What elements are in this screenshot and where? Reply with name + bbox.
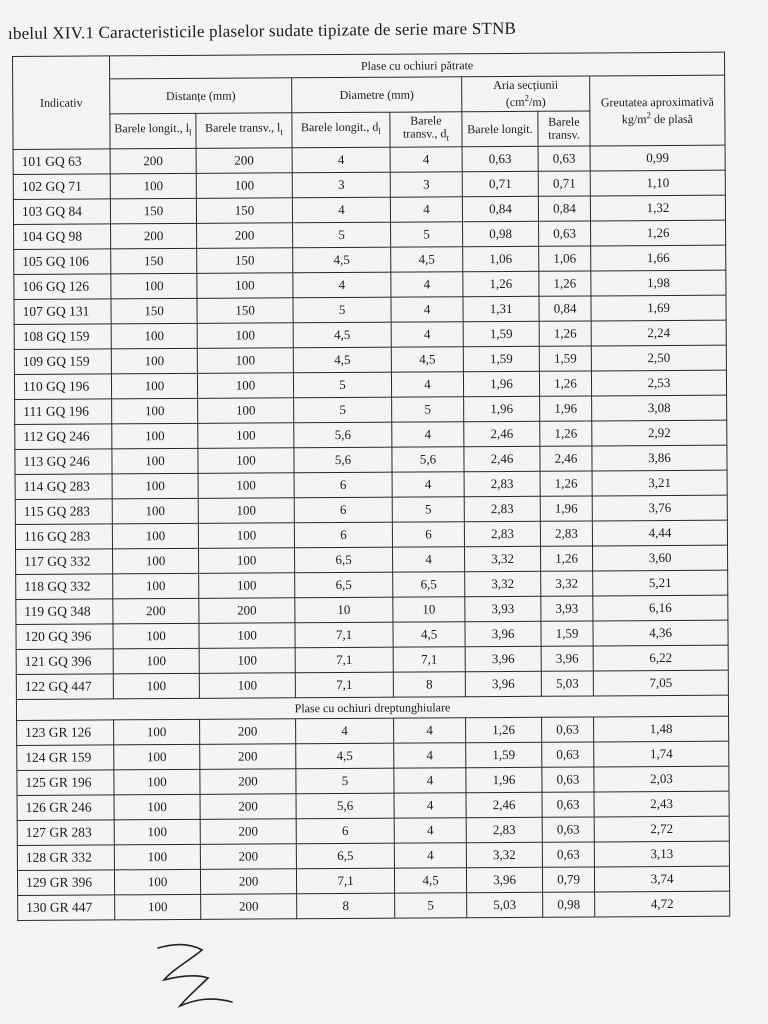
cell-dist-transv: 200 xyxy=(196,148,292,174)
cell-indicativ: 127 GR 283 xyxy=(17,820,114,846)
cell-greutatea: 1,66 xyxy=(591,245,726,271)
cell-aria-longit: 3,32 xyxy=(466,842,542,867)
cell-aria-longit: 0,84 xyxy=(462,196,538,221)
cell-diam-longit: 10 xyxy=(295,597,393,623)
cell-indicativ: 117 GQ 332 xyxy=(16,549,113,575)
cell-diam-transv: 4 xyxy=(391,272,463,297)
cell-aria-transv: 0,71 xyxy=(538,171,590,196)
cell-aria-transv: 0,63 xyxy=(542,767,594,792)
cell-greutatea: 7,05 xyxy=(593,670,728,696)
cell-aria-transv: 1,26 xyxy=(540,471,592,496)
cell-diam-transv: 4 xyxy=(392,472,464,497)
cell-indicativ: 101 GQ 63 xyxy=(13,149,110,175)
cell-diam-transv: 5,6 xyxy=(392,447,464,472)
cell-dist-transv: 200 xyxy=(200,744,296,770)
header-greutatea-unit-post: de plasă xyxy=(650,111,694,126)
cell-aria-longit: 2,83 xyxy=(464,496,540,521)
header-dist-longit-label: Barele longit., l xyxy=(114,121,190,136)
cell-diam-transv: 8 xyxy=(393,672,465,697)
cell-indicativ: 106 GQ 126 xyxy=(14,274,111,300)
cell-indicativ: 116 GQ 283 xyxy=(15,524,112,550)
cell-indicativ: 120 GQ 396 xyxy=(16,624,113,650)
header-greutatea-unit-sup: 2 xyxy=(646,109,652,120)
cell-aria-transv: 0,63 xyxy=(542,817,594,842)
cell-aria-transv: 0,63 xyxy=(538,146,590,171)
header-distante: Distanțe (mm) xyxy=(110,78,292,114)
cell-greutatea: 0,99 xyxy=(590,145,725,171)
cell-aria-longit: 1,59 xyxy=(463,321,539,346)
cell-aria-transv: 0,63 xyxy=(539,221,591,246)
cell-aria-longit: 2,83 xyxy=(466,817,542,842)
cell-diam-longit: 5 xyxy=(293,297,391,323)
cell-diam-longit: 5,6 xyxy=(294,447,392,473)
cell-indicativ: 105 GQ 106 xyxy=(14,249,111,275)
cell-diam-longit: 4 xyxy=(296,718,394,744)
cell-diam-longit: 6 xyxy=(294,472,392,498)
cell-aria-longit: 1,59 xyxy=(463,346,539,371)
cell-dist-longit: 100 xyxy=(113,623,199,649)
cell-aria-transv: 1,96 xyxy=(540,496,592,521)
cell-aria-longit: 1,96 xyxy=(463,371,539,396)
cell-dist-longit: 150 xyxy=(110,198,196,224)
cell-dist-transv: 100 xyxy=(199,548,295,574)
cell-indicativ: 103 GQ 84 xyxy=(13,199,110,225)
header-greutatea-label: Greutatea aproximativă xyxy=(600,94,714,109)
cell-aria-transv: 3,96 xyxy=(541,646,593,671)
cell-dist-longit: 100 xyxy=(112,498,198,524)
cell-greutatea: 2,43 xyxy=(594,791,729,817)
cell-diam-longit: 5,6 xyxy=(294,422,392,448)
header-diametre: Diametre (mm) xyxy=(292,77,462,113)
cell-diam-transv: 4 xyxy=(391,372,463,397)
cell-dist-longit: 100 xyxy=(111,273,197,299)
cell-aria-longit: 3,32 xyxy=(465,546,541,571)
cell-diam-longit: 7,1 xyxy=(295,622,393,648)
cell-indicativ: 119 GQ 348 xyxy=(16,599,113,625)
cell-diam-transv: 4 xyxy=(390,147,462,172)
cell-greutatea: 1,48 xyxy=(594,716,729,742)
cell-indicativ: 130 GR 447 xyxy=(18,895,115,921)
cell-diam-transv: 5 xyxy=(392,397,464,422)
cell-indicativ: 128 GR 332 xyxy=(17,845,114,871)
cell-aria-transv: 1,26 xyxy=(541,546,593,571)
cell-dist-transv: 200 xyxy=(200,819,296,845)
cell-aria-longit: 1,06 xyxy=(463,246,539,271)
cell-aria-transv: 0,98 xyxy=(543,892,595,917)
cell-indicativ: 122 GQ 447 xyxy=(16,674,113,700)
cell-indicativ: 110 GQ 196 xyxy=(14,374,111,400)
cell-aria-longit: 3,32 xyxy=(465,571,541,596)
cell-aria-longit: 0,71 xyxy=(462,171,538,196)
header-aria-longit: Barele longit. xyxy=(462,111,538,146)
cell-dist-longit: 100 xyxy=(111,323,197,349)
header-aria-transv: Barele transv. xyxy=(538,111,590,146)
cell-diam-longit: 5 xyxy=(294,397,392,423)
cell-diam-longit: 6,5 xyxy=(295,547,393,573)
cell-aria-transv: 0,84 xyxy=(539,296,591,321)
cell-indicativ: 124 GR 159 xyxy=(17,745,114,771)
cell-dist-transv: 100 xyxy=(199,623,295,649)
cell-dist-longit: 100 xyxy=(111,348,197,374)
cell-aria-transv: 0,63 xyxy=(542,792,594,817)
cell-dist-transv: 100 xyxy=(198,398,294,424)
cell-aria-transv: 3,93 xyxy=(541,596,593,621)
cell-aria-transv: 1,96 xyxy=(540,396,592,421)
cell-diam-transv: 5 xyxy=(392,497,464,522)
cell-diam-longit: 4 xyxy=(292,197,390,223)
cell-diam-transv: 4 xyxy=(394,793,466,818)
cell-diam-longit: 4 xyxy=(293,272,391,298)
cell-dist-longit: 200 xyxy=(113,598,199,624)
cell-indicativ: 113 GQ 246 xyxy=(15,449,112,475)
cell-aria-transv: 1,26 xyxy=(539,371,591,396)
cell-diam-transv: 4 xyxy=(394,768,466,793)
cell-diam-transv: 3 xyxy=(390,172,462,197)
cell-aria-transv: 5,03 xyxy=(541,671,593,696)
cell-diam-transv: 10 xyxy=(393,597,465,622)
cell-dist-transv: 200 xyxy=(197,223,293,249)
cell-indicativ: 108 GQ 159 xyxy=(14,324,111,350)
cell-aria-transv: 1,06 xyxy=(539,246,591,271)
cell-indicativ: 112 GQ 246 xyxy=(15,424,112,450)
cell-aria-longit: 3,96 xyxy=(466,867,542,892)
cell-diam-transv: 4 xyxy=(391,322,463,347)
cell-aria-longit: 1,26 xyxy=(463,271,539,296)
cell-indicativ: 126 GR 246 xyxy=(17,795,114,821)
cell-indicativ: 104 GQ 98 xyxy=(14,224,111,250)
cell-greutatea: 2,72 xyxy=(594,816,729,842)
cell-aria-longit: 3,96 xyxy=(465,646,541,671)
cell-dist-longit: 100 xyxy=(112,523,198,549)
cell-dist-transv: 100 xyxy=(198,473,294,499)
cell-dist-longit: 100 xyxy=(114,769,200,795)
cell-dist-transv: 100 xyxy=(198,498,294,524)
cell-diam-longit: 3 xyxy=(292,172,390,198)
header-diam-longit-label: Barele longit., d xyxy=(300,120,379,135)
cell-dist-transv: 100 xyxy=(197,348,293,374)
cell-dist-transv: 100 xyxy=(197,323,293,349)
cell-aria-transv: 0,84 xyxy=(538,196,590,221)
cell-greutatea: 2,50 xyxy=(591,345,726,371)
cell-indicativ: 114 GQ 283 xyxy=(15,474,112,500)
cell-dist-transv: 100 xyxy=(197,273,293,299)
table-body-square xyxy=(13,145,728,699)
header-aria-unit-pre: (cm xyxy=(505,94,525,109)
cell-dist-transv: 200 xyxy=(200,794,296,820)
cell-greutatea: 2,92 xyxy=(592,420,727,446)
header-aria-unit-post: /m) xyxy=(528,94,546,109)
cell-aria-transv: 0,79 xyxy=(542,867,594,892)
cell-aria-transv: 0,63 xyxy=(542,742,594,767)
cell-dist-transv: 100 xyxy=(197,373,293,399)
cell-dist-longit: 100 xyxy=(112,473,198,499)
cell-diam-longit: 4,5 xyxy=(293,247,391,273)
cell-indicativ: 121 GQ 396 xyxy=(16,649,113,675)
cell-dist-longit: 100 xyxy=(114,794,200,820)
cell-dist-longit: 100 xyxy=(114,869,200,895)
cell-diam-transv: 7,1 xyxy=(393,647,465,672)
cell-greutatea: 1,98 xyxy=(591,270,726,296)
handwritten-signature xyxy=(150,936,240,1016)
cell-indicativ: 129 GR 396 xyxy=(17,870,114,896)
cell-dist-longit: 200 xyxy=(110,148,196,174)
header-dist-longit xyxy=(110,113,196,149)
cell-dist-longit: 100 xyxy=(114,844,200,870)
header-dist-longit-sub: l xyxy=(189,127,192,138)
cell-diam-longit: 7,1 xyxy=(296,868,394,894)
header-group-square: Plase cu ochiuri pătrate xyxy=(110,52,725,79)
cell-dist-longit: 100 xyxy=(112,423,198,449)
cell-aria-transv: 0,63 xyxy=(542,842,594,867)
cell-greutatea: 1,32 xyxy=(590,195,725,221)
cell-dist-transv: 200 xyxy=(200,844,296,870)
cell-dist-transv: 100 xyxy=(198,423,294,449)
cell-greutatea: 1,69 xyxy=(591,295,726,321)
cell-diam-transv: 4 xyxy=(394,743,466,768)
cell-diam-transv: 4,5 xyxy=(393,622,465,647)
cell-aria-transv: 1,26 xyxy=(540,421,592,446)
header-diam-transv-sub: t xyxy=(446,132,450,143)
header-diam-longit xyxy=(292,112,390,148)
cell-diam-transv: 4 xyxy=(394,843,466,868)
cell-indicativ: 102 GQ 71 xyxy=(13,174,110,200)
cell-aria-longit: 0,98 xyxy=(463,221,539,246)
cell-indicativ: 111 GQ 196 xyxy=(15,399,112,425)
cell-dist-transv: 100 xyxy=(198,523,294,549)
cell-diam-transv: 6 xyxy=(392,522,464,547)
header-greutatea-unit-pre: kg/m xyxy=(621,111,647,126)
cell-dist-longit: 100 xyxy=(113,673,199,699)
cell-dist-longit: 100 xyxy=(113,548,199,574)
cell-indicativ: 123 GR 126 xyxy=(17,720,114,746)
cell-dist-longit: 100 xyxy=(111,373,197,399)
cell-aria-transv: 1,26 xyxy=(539,321,591,346)
cell-dist-longit: 100 xyxy=(113,573,199,599)
cell-greutatea: 4,44 xyxy=(592,520,727,546)
cell-diam-longit: 4 xyxy=(292,147,390,173)
cell-greutatea: 3,74 xyxy=(594,866,729,892)
cell-greutatea: 6,22 xyxy=(593,645,728,671)
cell-dist-transv: 100 xyxy=(199,573,295,599)
cell-indicativ: 118 GQ 332 xyxy=(16,574,113,600)
cell-dist-transv: 200 xyxy=(200,869,296,895)
cell-aria-transv: 1,59 xyxy=(539,346,591,371)
cell-dist-longit: 100 xyxy=(112,398,198,424)
cell-greutatea: 2,24 xyxy=(591,320,726,346)
cell-diam-transv: 4,5 xyxy=(394,868,466,893)
cell-aria-longit: 3,93 xyxy=(465,596,541,621)
cell-aria-longit: 2,46 xyxy=(464,421,540,446)
cell-greutatea: 1,10 xyxy=(590,170,725,196)
cell-aria-longit: 1,26 xyxy=(466,717,542,742)
cell-indicativ: 107 GQ 131 xyxy=(14,299,111,325)
cell-greutatea: 3,60 xyxy=(593,545,728,571)
cell-aria-longit: 0,63 xyxy=(462,146,538,171)
cell-diam-transv: 6,5 xyxy=(393,572,465,597)
cell-aria-longit: 3,96 xyxy=(465,621,541,646)
cell-greutatea: 2,03 xyxy=(594,766,729,792)
table-container xyxy=(12,52,730,921)
mesh-characteristics-table xyxy=(12,52,730,921)
cell-diam-longit: 6 xyxy=(294,497,392,523)
table-row xyxy=(18,891,730,920)
cell-indicativ: 115 GQ 283 xyxy=(15,499,112,525)
cell-aria-transv: 1,26 xyxy=(539,271,591,296)
table-body-rect xyxy=(17,716,730,920)
cell-diam-longit: 4,5 xyxy=(293,322,391,348)
cell-diam-transv: 4,5 xyxy=(391,247,463,272)
cell-greutatea: 5,21 xyxy=(593,570,728,596)
cell-greutatea: 1,26 xyxy=(591,220,726,246)
header-dist-transv-label: Barele transv., l xyxy=(205,120,281,136)
cell-diam-longit: 7,1 xyxy=(295,647,393,673)
cell-dist-transv: 200 xyxy=(200,769,296,795)
header-aria-unit-sup: 2 xyxy=(524,92,530,103)
header-dist-transv-sub: t xyxy=(280,127,283,138)
header-diam-transv-label: Barele transv., d xyxy=(402,113,447,141)
cell-greutatea: 4,36 xyxy=(593,620,728,646)
cell-diam-transv: 4 xyxy=(390,197,462,222)
cell-diam-transv: 4 xyxy=(391,297,463,322)
cell-aria-longit: 2,83 xyxy=(464,471,540,496)
cell-dist-longit: 100 xyxy=(112,448,198,474)
cell-diam-transv: 4 xyxy=(393,547,465,572)
cell-aria-longit: 1,96 xyxy=(464,396,540,421)
cell-greutatea: 2,53 xyxy=(591,370,726,396)
cell-greutatea: 3,76 xyxy=(592,495,727,521)
cell-diam-longit: 4,5 xyxy=(293,347,391,373)
cell-dist-transv: 100 xyxy=(196,173,292,199)
cell-dist-transv: 100 xyxy=(199,673,295,699)
cell-dist-transv: 150 xyxy=(197,298,293,324)
header-diam-longit-sub: l xyxy=(378,126,381,137)
cell-diam-longit: 5,6 xyxy=(296,793,394,819)
cell-dist-longit: 100 xyxy=(114,819,200,845)
cell-diam-transv: 4,5 xyxy=(391,347,463,372)
cell-aria-longit: 2,46 xyxy=(466,792,542,817)
cell-dist-longit: 100 xyxy=(113,648,199,674)
cell-diam-longit: 6,5 xyxy=(295,572,393,598)
cell-dist-transv: 100 xyxy=(199,648,295,674)
cell-aria-transv: 0,63 xyxy=(542,717,594,742)
cell-diam-transv: 5 xyxy=(395,893,467,918)
cell-dist-longit: 100 xyxy=(114,744,200,770)
cell-greutatea: 3,13 xyxy=(594,841,729,867)
cell-diam-longit: 6 xyxy=(296,818,394,844)
cell-aria-longit: 5,03 xyxy=(467,892,543,917)
cell-dist-longit: 100 xyxy=(115,894,201,920)
cell-greutatea: 3,08 xyxy=(592,395,727,421)
cell-aria-transv: 2,46 xyxy=(540,446,592,471)
cell-diam-longit: 5 xyxy=(293,372,391,398)
cell-greutatea: 1,74 xyxy=(594,741,729,767)
cell-greutatea: 3,21 xyxy=(592,470,727,496)
cell-dist-transv: 150 xyxy=(196,198,292,224)
cell-diam-longit: 6 xyxy=(294,522,392,548)
cell-dist-transv: 150 xyxy=(197,248,293,274)
cell-diam-longit: 8 xyxy=(297,893,395,919)
cell-dist-longit: 200 xyxy=(111,223,197,249)
cell-aria-longit: 2,83 xyxy=(464,521,540,546)
header-greutatea xyxy=(590,75,725,146)
cell-dist-transv: 100 xyxy=(198,448,294,474)
cell-diam-longit: 5 xyxy=(296,768,394,794)
cell-aria-longit: 1,31 xyxy=(463,296,539,321)
header-aria-label: Aria secțiunii xyxy=(493,77,559,93)
cell-aria-longit: 1,59 xyxy=(466,742,542,767)
cell-diam-longit: 6,5 xyxy=(296,843,394,869)
section-rect-label: Plase cu ochiuri dreptunghiulare xyxy=(16,695,728,720)
cell-aria-transv: 2,83 xyxy=(540,521,592,546)
cell-indicativ: 125 GR 196 xyxy=(17,770,114,796)
cell-dist-longit: 100 xyxy=(114,719,200,745)
cell-diam-transv: 5 xyxy=(391,222,463,247)
header-indicativ: Indicativ xyxy=(13,56,111,150)
cell-aria-longit: 3,96 xyxy=(465,671,541,696)
cell-dist-transv: 200 xyxy=(199,598,295,624)
cell-diam-longit: 4,5 xyxy=(296,743,394,769)
cell-diam-longit: 5 xyxy=(293,222,391,248)
cell-aria-longit: 2,46 xyxy=(464,446,540,471)
header-diam-transv xyxy=(390,112,462,147)
cell-aria-longit: 1,96 xyxy=(466,767,542,792)
cell-dist-longit: 150 xyxy=(111,248,197,274)
cell-dist-longit: 100 xyxy=(110,173,196,199)
cell-dist-longit: 150 xyxy=(111,298,197,324)
header-aria xyxy=(462,76,590,112)
cell-diam-transv: 4 xyxy=(394,718,466,743)
cell-dist-transv: 200 xyxy=(200,719,296,745)
cell-greutatea: 6,16 xyxy=(593,595,728,621)
table-title: ıbelul XIV.1 Caracteristicile plaselor sudate tipizate de serie mare STNB xyxy=(7,18,517,43)
header-dist-transv xyxy=(196,113,292,149)
cell-diam-transv: 4 xyxy=(392,422,464,447)
cell-aria-transv: 3,32 xyxy=(541,571,593,596)
cell-indicativ: 109 GQ 159 xyxy=(14,349,111,375)
cell-dist-transv: 200 xyxy=(201,894,297,920)
cell-greutatea: 3,86 xyxy=(592,445,727,471)
table-header xyxy=(13,52,726,149)
cell-aria-transv: 1,59 xyxy=(541,621,593,646)
cell-greutatea: 4,72 xyxy=(595,891,730,917)
cell-diam-transv: 4 xyxy=(394,818,466,843)
cell-diam-longit: 7,1 xyxy=(295,672,393,698)
